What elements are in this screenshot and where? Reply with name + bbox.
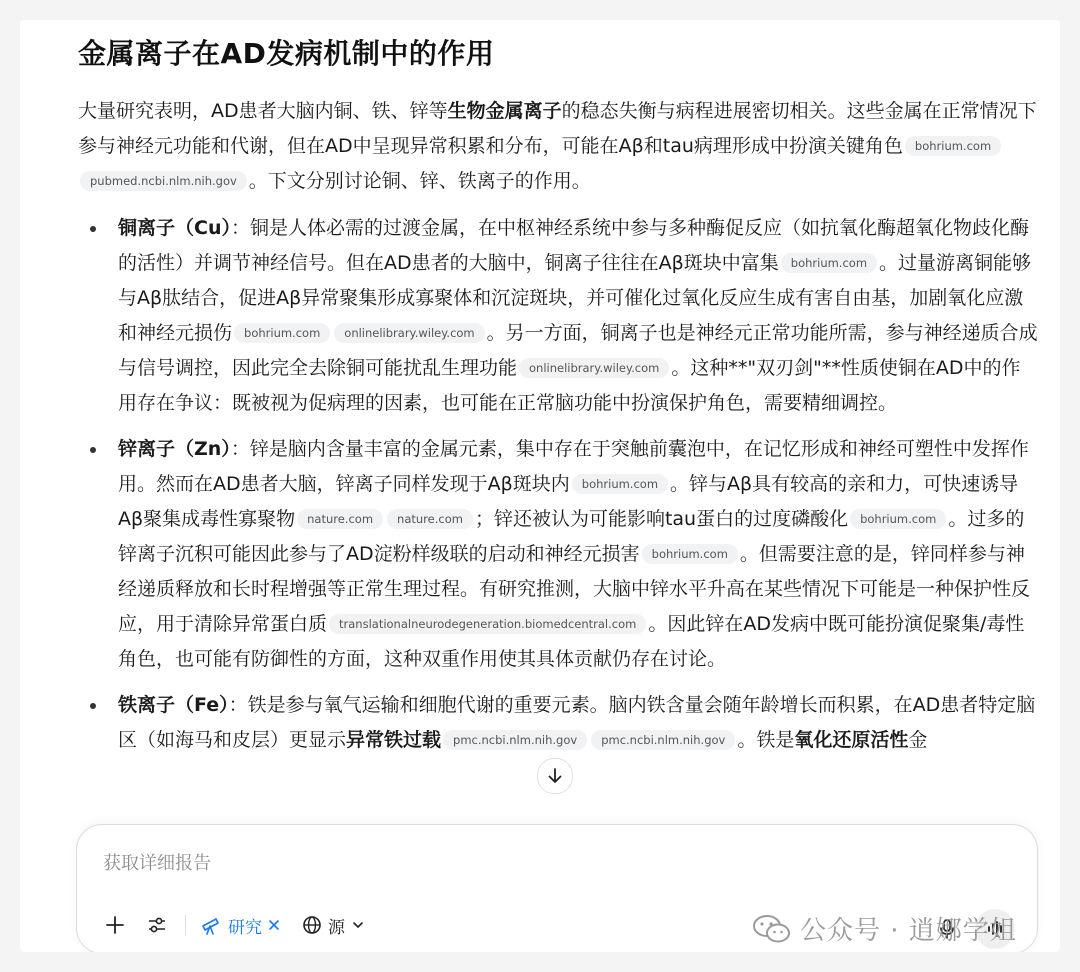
chat-input[interactable]: 获取详细报告 xyxy=(103,853,211,874)
wechat-icon xyxy=(752,913,792,945)
citation-chip[interactable]: pubmed.ncbi.nlm.nih.gov xyxy=(80,171,247,191)
item-bold: 异常铁过载 xyxy=(346,729,442,751)
item-text: ：铜是人体必需的过渡金属，在中枢神经系统中参与多种酶促反应（如抗氧化酶超氧化物歧化酶的活性）并调节神经信号。但在AD患者的大脑中，铜离子往往在Aβ斑块中富集 xyxy=(118,217,1029,274)
chevron-down-icon xyxy=(351,918,365,932)
composer-toolbar xyxy=(101,909,365,941)
item-label: 锌离子（Zn） xyxy=(118,438,231,460)
item-bold: 氧化还原活性 xyxy=(794,729,909,751)
item-text: 金 xyxy=(908,729,928,751)
watermark-text: 公众号 · 逍娜学姐 xyxy=(800,916,1017,946)
intro-paragraph xyxy=(78,94,1038,199)
citation-chip[interactable]: bohrium.com xyxy=(781,253,877,273)
intro-bold: 生物金属离子 xyxy=(447,100,562,122)
bullet xyxy=(90,447,96,453)
intro-text: 的稳态失衡与病程进展密切相关。这些金属在正常情况下参与神经元功能和代谢，但在AD中呈现异常积累和分布，可能在Aβ和tau病理形成中扮演关键角色 xyxy=(78,100,1037,157)
bullet xyxy=(90,703,96,709)
citation-chip[interactable]: bohrium.com xyxy=(905,136,1001,156)
arrow-down-icon xyxy=(546,767,564,785)
globe-icon xyxy=(302,915,322,935)
citation-chip[interactable]: nature.com xyxy=(297,509,383,529)
close-icon[interactable] xyxy=(268,919,280,931)
item-label: 铜离子（Cu） xyxy=(118,217,231,239)
watermark xyxy=(752,910,1017,947)
settings-button[interactable] xyxy=(143,911,171,939)
metal-list xyxy=(78,211,1038,758)
intro-text: 大量研究表明，AD患者大脑内铜、铁、锌等 xyxy=(78,100,448,122)
bullet xyxy=(90,226,96,232)
citation-chip[interactable]: bohrium.com xyxy=(234,323,330,343)
list-item-iron xyxy=(78,688,1038,758)
scroll-down-button[interactable] xyxy=(537,758,573,794)
citation-chip[interactable]: pmc.ncbi.nlm.nih.gov xyxy=(591,730,735,750)
item-text: ：铁是参与氧气运输和细胞代谢的重要元素。脑内铁含量会随年龄增长而积累，在AD患者特定脑区（如海马和皮层）更显示 xyxy=(118,694,1036,751)
list-item-zinc xyxy=(78,432,1038,677)
item-text: 。这种**"双刃剑"**性质使铜在AD中的作用存在争议：既被视为促病理的因素，也可能在正常脑功能中扮演保护角色，需要精细调控。 xyxy=(118,357,1021,414)
item-text: 。锌与Aβ具有较高的亲和力，可快速诱导Aβ聚集成毒性寡聚物 xyxy=(118,473,1019,530)
item-text: 。另一方面，铜离子也是神经元正常功能所需，参与神经递质合成与信号调控，因此完全去除铜可能扰乱生理功能 xyxy=(118,322,1038,379)
research-mode-chip[interactable] xyxy=(200,913,280,938)
item-text: 。铁是 xyxy=(737,729,795,751)
item-text: 。过多的锌离子沉积可能因此参与了AD淀粉样级联的启动和神经元损害 xyxy=(118,508,1025,565)
item-text: ；锌还被认为可能影响tau蛋白的过度磷酸化 xyxy=(474,508,849,530)
source-selector[interactable] xyxy=(302,913,365,938)
plus-icon xyxy=(105,915,125,935)
citation-chip[interactable]: onlinelibrary.wiley.com xyxy=(519,358,669,378)
item-text: 。但需要注意的是，锌同样参与神经递质释放和长时程增强等正常生理过程。有研究推测，大脑中锌水平升高在某些情况下可能是一种保护性反应，用于清除异常蛋白质 xyxy=(118,543,1031,635)
citation-chip[interactable]: translationalneurodegeneration.biomedcentral.com xyxy=(329,614,646,634)
citation-chip[interactable]: bohrium.com xyxy=(642,544,738,564)
item-text: 。过量游离铜能够与Aβ肽结合，促进Aβ异常聚集形成寡聚体和沉淀斑块，并可催化过氧化反应生成有害自由基，加剧氧化应激和神经元损伤 xyxy=(118,252,1032,344)
sliders-icon xyxy=(147,915,167,935)
citation-chip[interactable]: bohrium.com xyxy=(850,509,946,529)
add-button[interactable] xyxy=(101,911,129,939)
citation-chip[interactable]: onlinelibrary.wiley.com xyxy=(334,323,484,343)
research-label: 研究 xyxy=(228,917,262,938)
list-item-copper xyxy=(78,211,1038,421)
chat-panel xyxy=(20,20,1060,952)
toolbar-divider xyxy=(185,915,186,935)
source-label: 源 xyxy=(328,917,345,938)
telescope-icon xyxy=(200,914,222,936)
section-title: 金属离子在AD发病机制中的作用 xyxy=(78,37,495,70)
item-text: 。因此锌在AD发病中既可能扮演促聚集/毒性角色，也可能有防御性的方面，这种双重作用使其具体贡献仍存在讨论。 xyxy=(118,613,1025,670)
citation-chip[interactable]: bohrium.com xyxy=(572,474,668,494)
answer-content xyxy=(78,34,1038,769)
intro-text: 。下文分别讨论铜、锌、铁离子的作用。 xyxy=(248,170,591,192)
citation-chip[interactable]: pmc.ncbi.nlm.nih.gov xyxy=(443,730,587,750)
item-text: ：锌是脑内含量丰富的金属元素，集中存在于突触前囊泡中，在记忆形成和神经可塑性中发挥作用。然而在AD患者大脑，锌离子同样发现于Aβ斑块内 xyxy=(118,438,1029,495)
citation-chip[interactable]: nature.com xyxy=(387,509,473,529)
item-label: 铁离子（Fe） xyxy=(118,694,229,716)
